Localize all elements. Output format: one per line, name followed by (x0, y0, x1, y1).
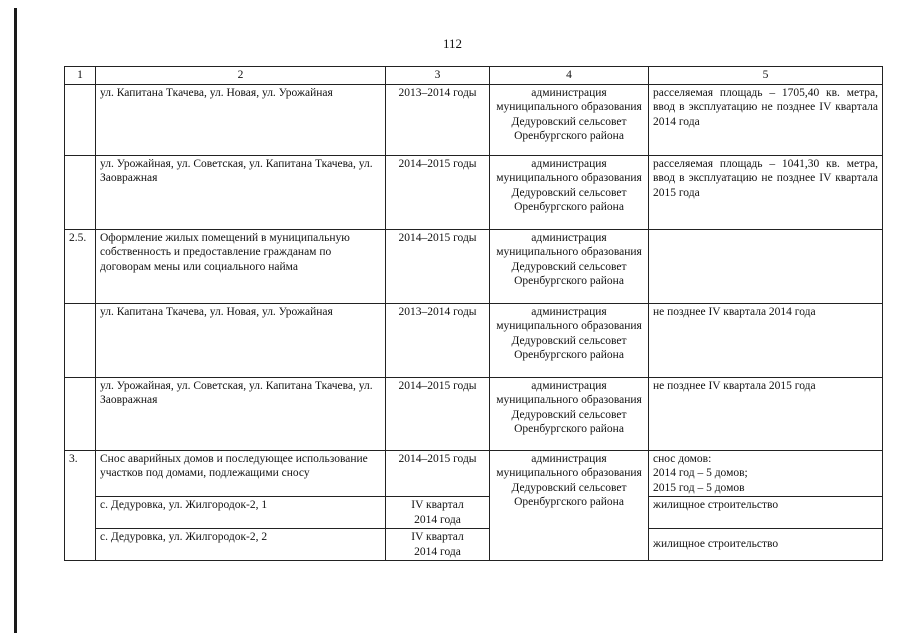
header-cell-4: 4 (490, 67, 649, 85)
row-period: 2013–2014 годы (386, 84, 490, 155)
row-period: 2014–2015 годы (386, 229, 490, 303)
sub-row-period-line: 2014 года (414, 513, 461, 526)
section-3-period: 2014–2015 годы (386, 450, 490, 497)
row-result: расселяемая площадь – 1705,40 кв. метра, ввод в эксплуатацию не позднее IV квартала 2014 года (649, 84, 883, 155)
section-3-result (649, 450, 883, 497)
row-number (65, 84, 96, 155)
sub-row-period-line: IV квартал (411, 499, 464, 511)
table-row (65, 377, 883, 450)
header-row (65, 67, 883, 85)
header-cell-5: 5 (649, 67, 883, 85)
row-text: ул. Капитана Ткачева, ул. Новая, ул. Урожайная (96, 84, 386, 155)
row-executor: администрация муниципального образования Дедуровский сельсовет Оренбургского района (490, 377, 649, 450)
row-executor: администрация муниципального образования Дедуровский сельсовет Оренбургского района (490, 303, 649, 377)
row-number (65, 155, 96, 229)
section-3-sub-row (65, 529, 883, 561)
row-result: не позднее IV квартала 2014 года (649, 303, 883, 377)
table-row (65, 229, 883, 303)
section-3-result-line: снос домов: (653, 452, 712, 465)
sub-row-result: жилищное строительство (649, 529, 883, 561)
row-number (65, 303, 96, 377)
section-3-text: Снос аварийных домов и последующее использование участков под домами, подлежащими сносу (96, 450, 386, 497)
row-period: 2014–2015 годы (386, 377, 490, 450)
sub-row-text: с. Дедуровка, ул. Жилгородок-2, 1 (96, 497, 386, 529)
table-row (65, 303, 883, 377)
row-period: 2014–2015 годы (386, 155, 490, 229)
row-executor: администрация муниципального образования Дедуровский сельсовет Оренбургского района (490, 155, 649, 229)
section-3-number: 3. (65, 450, 96, 561)
section-3-row (65, 450, 883, 497)
page-number: 112 (442, 36, 463, 51)
section-3-result-line: 2015 год – 5 домов (653, 481, 745, 494)
table-row (65, 84, 883, 155)
sub-row-text: с. Дедуровка, ул. Жилгородок-2, 2 (96, 529, 386, 561)
row-text: ул. Урожайная, ул. Советская, ул. Капитана Ткачева, ул. Заовражная (96, 155, 386, 229)
header-cell-3: 3 (386, 67, 490, 85)
row-result (649, 229, 883, 303)
sub-row-period-line: 2014 года (414, 545, 461, 558)
row-result: не позднее IV квартала 2015 года (649, 377, 883, 450)
row-result: расселяемая площадь – 1041,30 кв. метра, ввод в эксплуатацию не позднее IV квартала 2015 года (649, 155, 883, 229)
row-executor: администрация муниципального образования Дедуровский сельсовет Оренбургского района (490, 229, 649, 303)
row-number (65, 377, 96, 450)
section-3-sub-row (65, 497, 883, 529)
row-text: ул. Урожайная, ул. Советская, ул. Капитана Ткачева, ул. Заовражная (96, 377, 386, 450)
program-table (64, 66, 883, 561)
sub-row-period (386, 529, 490, 561)
header-cell-1: 1 (65, 67, 96, 85)
sub-row-period-line: IV квартал (411, 531, 464, 543)
row-executor: администрация муниципального образования Дедуровский сельсовет Оренбургского района (490, 84, 649, 155)
section-3-result-line: 2014 год – 5 домов; (653, 467, 748, 479)
header-cell-2: 2 (96, 67, 386, 85)
sub-row-result: жилищное строительство (649, 497, 883, 529)
row-number: 2.5. (65, 229, 96, 303)
row-text: ул. Капитана Ткачева, ул. Новая, ул. Урожайная (96, 303, 386, 377)
row-period: 2013–2014 годы (386, 303, 490, 377)
sub-row-period (386, 497, 490, 529)
row-text: Оформление жилых помещений в муниципальную собственность и предоставление гражданам по договорам мены или социального найма (96, 229, 386, 303)
section-3-executor: администрация муниципального образования Дедуровский сельсовет Оренбургского района (490, 450, 649, 561)
table-row (65, 155, 883, 229)
scan-edge-line (14, 8, 17, 633)
